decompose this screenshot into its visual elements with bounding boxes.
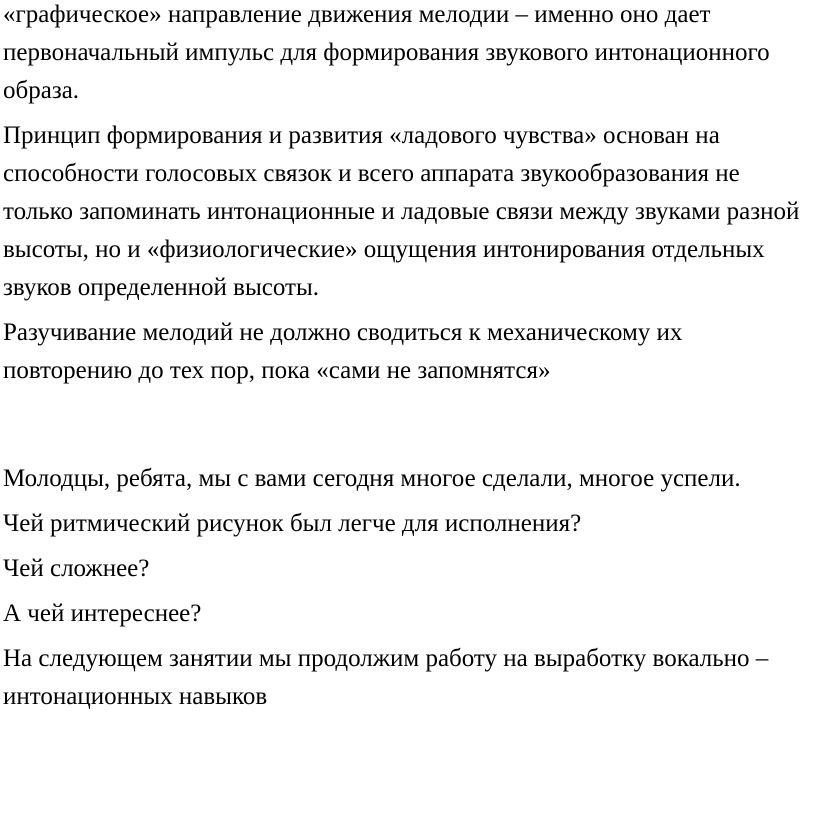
question-harder: Чей сложнее? xyxy=(3,555,150,582)
question-easier-rhythm: Чей ритмический рисунок был легче для исполнения? xyxy=(3,510,582,537)
document-page xyxy=(3,0,813,723)
paragraph-graphic-direction: «графическое» направление движения мелодии – именно оно дает первоначальный импульс для формирования звукового интонационного образа. xyxy=(3,1,770,104)
paragraph-learning-melodies: Разучивание мелодий не должно сводиться к механическому их повторению до тех пор, пока «сами не запомнятся» xyxy=(3,319,683,384)
paragraph-modal-feeling: Принцип формирования и развития «ладового чувства» основан на способности голосовых связок и всего аппарата звукообразования не только запоминать интонационные и ладовые связи между звуками разной высоты, но и «физиологические» ощущения интонирования отдельных звуков определенной высоты. xyxy=(3,122,800,301)
paragraph-praise: Молодцы, ребята, мы с вами сегодня многое сделали, многое успели. xyxy=(3,465,741,492)
blank-gap xyxy=(3,397,813,460)
question-more-interesting: А чей интереснее? xyxy=(3,600,202,627)
paragraph-next-lesson: На следующем занятии мы продолжим работу на выработку вокально – интонационных навыков xyxy=(3,645,769,710)
